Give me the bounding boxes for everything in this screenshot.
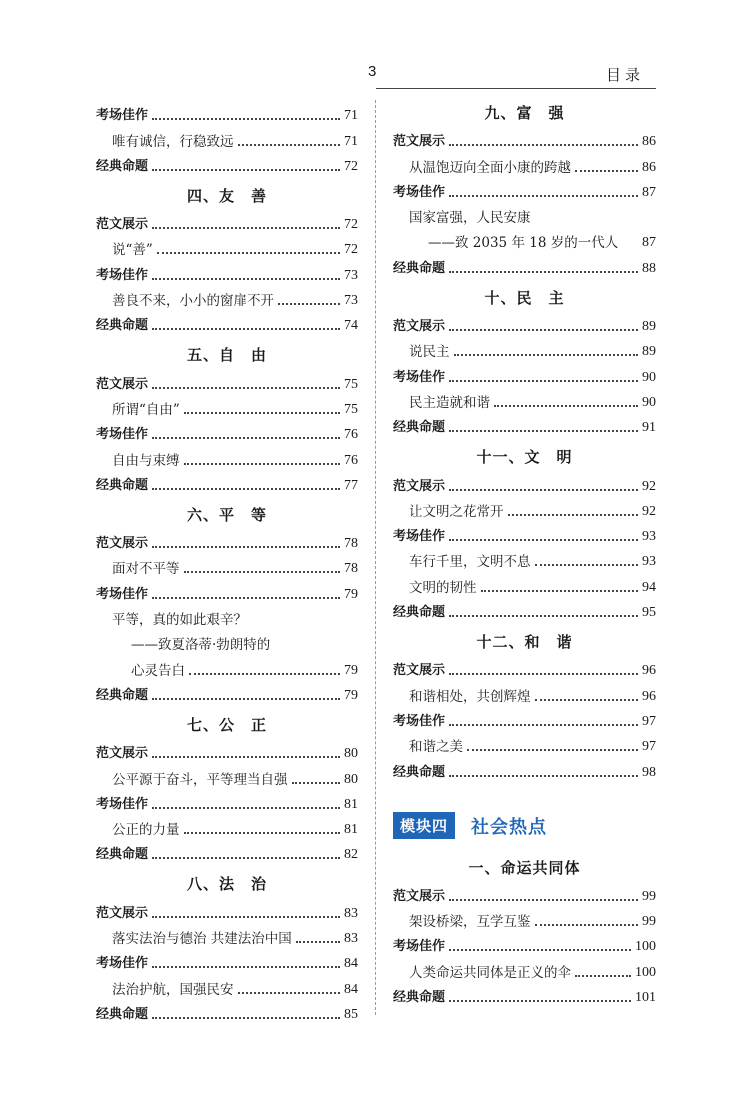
toc-article-entry[interactable] bbox=[96, 443, 358, 468]
entry-page-number: 83 bbox=[344, 905, 358, 921]
toc-category-entry[interactable] bbox=[96, 258, 358, 283]
entry-title: 经典命题 bbox=[393, 420, 446, 436]
entry-page-number: 95 bbox=[642, 605, 656, 621]
entry-page-number: 72 bbox=[344, 217, 358, 233]
leader-dots bbox=[481, 590, 639, 592]
entry-page-number: 100 bbox=[635, 964, 656, 980]
entry-title: 说民主 bbox=[409, 344, 450, 361]
entry-title: 考场佳作 bbox=[96, 956, 149, 972]
entry-title: 范文展示 bbox=[96, 905, 149, 921]
entry-title: 范文展示 bbox=[393, 134, 446, 150]
leader-dots bbox=[449, 724, 638, 726]
toc-article-entry[interactable] bbox=[96, 972, 358, 997]
toc-article-entry[interactable] bbox=[96, 628, 358, 653]
toc-article-entry[interactable] bbox=[393, 150, 656, 175]
leader-dots bbox=[292, 782, 341, 784]
toc-category-entry[interactable] bbox=[393, 755, 656, 780]
leader-dots bbox=[508, 514, 639, 516]
toc-category-entry[interactable] bbox=[96, 838, 358, 863]
entry-title: 经典命题 bbox=[96, 1006, 149, 1022]
entry-page-number: 92 bbox=[642, 478, 656, 494]
entry-page-number: 78 bbox=[344, 561, 358, 577]
leader-dots bbox=[449, 329, 638, 331]
entry-page-number: 76 bbox=[344, 452, 358, 468]
entry-title: ——致夏洛蒂·勃朗特的 bbox=[131, 637, 271, 654]
leader-dots bbox=[535, 699, 639, 701]
entry-page-number: 100 bbox=[635, 939, 656, 955]
toc-category-entry[interactable] bbox=[393, 310, 656, 335]
section-heading: 七、公 正 bbox=[186, 715, 267, 734]
entry-title: 面对不平等 bbox=[112, 561, 180, 578]
entry-title: 经典命题 bbox=[96, 477, 149, 493]
entry-page-number: 92 bbox=[642, 503, 656, 519]
entry-page-number: 98 bbox=[642, 764, 656, 780]
entry-page-number: 73 bbox=[344, 267, 358, 283]
toc-article-entry[interactable] bbox=[393, 730, 656, 755]
toc-category-entry[interactable] bbox=[393, 360, 656, 385]
leader-dots bbox=[152, 698, 340, 700]
entry-page-number: 77 bbox=[344, 477, 358, 493]
entry-page-number: 94 bbox=[642, 579, 656, 595]
toc-category-entry[interactable] bbox=[393, 705, 656, 730]
header-rule bbox=[376, 88, 656, 89]
leader-dots bbox=[449, 195, 638, 197]
entry-page-number: 81 bbox=[344, 796, 358, 812]
column-divider bbox=[375, 100, 376, 1015]
leader-dots bbox=[152, 966, 340, 968]
leader-dots bbox=[467, 749, 638, 751]
toc-category-entry[interactable] bbox=[96, 367, 358, 392]
leader-dots bbox=[152, 328, 340, 330]
entry-page-number: 71 bbox=[344, 133, 358, 149]
section-heading: 十、民 主 bbox=[484, 288, 565, 307]
module-title: 社会热点 bbox=[471, 816, 548, 838]
toc-article-entry[interactable] bbox=[393, 570, 656, 595]
entry-title: 经典命题 bbox=[96, 847, 149, 863]
leader-dots bbox=[575, 975, 631, 977]
toc-category-entry[interactable] bbox=[393, 125, 656, 150]
leader-dots bbox=[152, 437, 340, 439]
entry-title: 范文展示 bbox=[393, 888, 446, 904]
entry-title: 考场佳作 bbox=[96, 108, 149, 124]
section-heading: 十二、和 谐 bbox=[476, 633, 573, 652]
leader-dots bbox=[238, 992, 341, 994]
leader-dots bbox=[449, 1000, 631, 1002]
entry-title: 自由与束缚 bbox=[112, 452, 180, 469]
entry-page-number: 99 bbox=[642, 914, 656, 930]
entry-title: 考场佳作 bbox=[393, 713, 446, 729]
entry-page-number: 87 bbox=[642, 184, 656, 200]
entry-title: 从温饱迈向全面小康的跨越 bbox=[409, 159, 571, 176]
toc-category-entry[interactable] bbox=[96, 577, 358, 602]
entry-title: 范文展示 bbox=[393, 478, 446, 494]
leader-dots bbox=[535, 924, 639, 926]
leader-dots bbox=[152, 488, 340, 490]
entry-page-number: 80 bbox=[344, 771, 358, 787]
header-title: 目录 bbox=[606, 66, 645, 84]
toc-category-entry[interactable] bbox=[393, 469, 656, 494]
entry-title: 唯有诚信，行稳致远 bbox=[112, 133, 234, 150]
entry-page-number: 91 bbox=[642, 420, 656, 436]
entry-page-number: 85 bbox=[344, 1006, 358, 1022]
section-heading: 九、富 强 bbox=[484, 104, 565, 122]
leader-dots bbox=[184, 463, 341, 465]
entry-page-number: 96 bbox=[642, 663, 656, 679]
entry-title: 考场佳作 bbox=[96, 267, 149, 283]
entry-title: ——致 2035 年 18 岁的一代人 bbox=[428, 235, 619, 252]
toc-left-column bbox=[96, 99, 358, 1023]
leader-dots bbox=[278, 303, 340, 305]
entry-page-number: 76 bbox=[344, 427, 358, 443]
entry-title: 公平源于奋斗，平等理当自强 bbox=[112, 771, 288, 788]
entry-page-number: 74 bbox=[344, 318, 358, 334]
entry-title: 经典命题 bbox=[393, 990, 446, 1006]
entry-page-number: 96 bbox=[642, 688, 656, 704]
entry-title: 法治护航，国强民安 bbox=[112, 981, 234, 998]
toc-category-entry[interactable] bbox=[96, 418, 358, 443]
leader-dots bbox=[454, 354, 639, 356]
toc-article-entry[interactable] bbox=[393, 679, 656, 704]
toc-category-entry[interactable] bbox=[393, 596, 656, 621]
toc-category-entry[interactable] bbox=[96, 99, 358, 124]
toc-article-entry[interactable] bbox=[96, 603, 358, 628]
entry-page-number: 75 bbox=[344, 401, 358, 417]
entry-title: 经典命题 bbox=[393, 605, 446, 621]
entry-title: 车行千里，文明不息 bbox=[409, 554, 531, 571]
leader-dots bbox=[494, 405, 638, 407]
toc-category-entry[interactable] bbox=[393, 654, 656, 679]
entry-title: 范文展示 bbox=[393, 663, 446, 679]
entry-title: 考场佳作 bbox=[96, 796, 149, 812]
entry-page-number: 87 bbox=[642, 235, 656, 251]
toc-article-entry[interactable] bbox=[96, 922, 358, 947]
entry-title: 经典命题 bbox=[96, 687, 149, 703]
entry-title: 和谐相处，共创辉煌 bbox=[409, 688, 531, 705]
entry-title: 所谓“自由” bbox=[112, 401, 180, 418]
leader-dots bbox=[449, 430, 638, 432]
entry-page-number: 72 bbox=[344, 242, 358, 258]
entry-title: 考场佳作 bbox=[96, 427, 149, 443]
page-number: 3 bbox=[368, 63, 377, 80]
entry-title: 公正的力量 bbox=[112, 822, 180, 839]
entry-title: 考场佳作 bbox=[393, 939, 446, 955]
leader-dots bbox=[152, 916, 340, 918]
leader-dots bbox=[238, 144, 341, 146]
toc-category-entry[interactable] bbox=[96, 737, 358, 762]
toc-category-entry[interactable] bbox=[96, 998, 358, 1023]
leader-dots bbox=[152, 546, 340, 548]
toc-article-entry[interactable] bbox=[393, 955, 656, 980]
entry-page-number: 97 bbox=[642, 713, 656, 729]
module-badge: 模块四 bbox=[393, 812, 455, 839]
toc-category-entry[interactable] bbox=[393, 520, 656, 545]
entry-page-number: 93 bbox=[642, 554, 656, 570]
leader-dots bbox=[449, 775, 638, 777]
leader-dots bbox=[449, 615, 638, 617]
toc-category-entry[interactable] bbox=[393, 176, 656, 201]
entry-page-number: 93 bbox=[642, 529, 656, 545]
leader-dots bbox=[296, 941, 340, 943]
entry-page-number: 101 bbox=[635, 990, 656, 1006]
leader-dots bbox=[449, 949, 631, 951]
entry-page-number: 81 bbox=[344, 822, 358, 838]
toc-article-entry[interactable] bbox=[96, 552, 358, 577]
leader-dots bbox=[449, 899, 638, 901]
toc-category-entry[interactable] bbox=[393, 930, 656, 955]
section-heading: 十一、文 明 bbox=[476, 448, 573, 467]
toc-category-entry[interactable] bbox=[96, 788, 358, 813]
entry-title: 文明的韧性 bbox=[409, 579, 477, 596]
entry-title: 人类命运共同体是正义的伞 bbox=[409, 964, 571, 981]
leader-dots bbox=[152, 807, 340, 809]
entry-page-number: 89 bbox=[642, 319, 656, 335]
leader-dots bbox=[152, 278, 340, 280]
leader-dots bbox=[449, 673, 638, 675]
entry-page-number: 97 bbox=[642, 739, 656, 755]
toc-category-entry[interactable] bbox=[96, 679, 358, 704]
entry-title: 考场佳作 bbox=[393, 369, 446, 385]
toc-article-entry[interactable] bbox=[393, 201, 656, 226]
entry-page-number: 83 bbox=[344, 931, 358, 947]
entry-page-number: 90 bbox=[642, 369, 656, 385]
leader-dots bbox=[152, 227, 340, 229]
toc-article-entry[interactable] bbox=[96, 284, 358, 309]
leader-dots bbox=[575, 170, 638, 172]
entry-title: 民主造就和谐 bbox=[409, 394, 490, 411]
entry-page-number: 78 bbox=[344, 536, 358, 552]
toc-right-column bbox=[393, 99, 656, 1006]
entry-title: 考场佳作 bbox=[393, 184, 446, 200]
entry-title: 心灵告白 bbox=[131, 662, 185, 679]
leader-dots bbox=[152, 597, 340, 599]
entry-page-number: 71 bbox=[344, 108, 358, 124]
toc-article-entry[interactable] bbox=[393, 226, 656, 251]
toc-article-entry[interactable] bbox=[393, 335, 656, 360]
module-header bbox=[393, 811, 656, 841]
leader-dots bbox=[189, 673, 340, 675]
entry-page-number: 99 bbox=[642, 888, 656, 904]
entry-title: 范文展示 bbox=[96, 217, 149, 233]
entry-title: 平等，真的如此艰辛？ bbox=[112, 612, 247, 629]
leader-dots bbox=[152, 387, 340, 389]
toc-category-entry[interactable] bbox=[96, 947, 358, 972]
leader-dots bbox=[184, 832, 341, 834]
section-heading: 四、友 善 bbox=[186, 186, 267, 205]
toc-category-entry[interactable] bbox=[96, 208, 358, 233]
entry-title: 范文展示 bbox=[96, 376, 149, 392]
entry-title: 落实法治与德治 共建法治中国 bbox=[112, 931, 292, 948]
leader-dots bbox=[449, 489, 638, 491]
toc-category-entry[interactable] bbox=[393, 981, 656, 1006]
toc-article-entry[interactable] bbox=[393, 386, 656, 411]
entry-title: 考场佳作 bbox=[96, 586, 149, 602]
entry-title: 国家富强，人民安康 bbox=[409, 210, 531, 227]
leader-dots bbox=[152, 756, 340, 758]
leader-dots bbox=[449, 271, 638, 273]
leader-dots bbox=[449, 144, 638, 146]
leader-dots bbox=[535, 564, 639, 566]
entry-title: 经典命题 bbox=[393, 764, 446, 780]
toc-article-entry[interactable] bbox=[96, 813, 358, 838]
entry-title: 说“善” bbox=[112, 242, 153, 259]
entry-page-number: 90 bbox=[642, 394, 656, 410]
leader-dots bbox=[152, 118, 340, 120]
entry-title: 和谐之美 bbox=[409, 739, 463, 756]
entry-page-number: 86 bbox=[642, 134, 656, 150]
leader-dots bbox=[157, 252, 340, 254]
toc-article-entry[interactable] bbox=[393, 495, 656, 520]
leader-dots bbox=[449, 380, 638, 382]
leader-dots bbox=[184, 412, 340, 414]
leader-dots bbox=[152, 169, 340, 171]
entry-page-number: 79 bbox=[344, 662, 358, 678]
section-heading: 五、自 由 bbox=[186, 346, 267, 365]
toc-article-entry[interactable] bbox=[96, 653, 358, 678]
toc-article-entry[interactable] bbox=[393, 905, 656, 930]
toc-article-entry[interactable] bbox=[96, 124, 358, 149]
toc-category-entry[interactable] bbox=[96, 896, 358, 921]
entry-page-number: 73 bbox=[344, 293, 358, 309]
entry-page-number: 82 bbox=[344, 847, 358, 863]
section-heading: 八、法 治 bbox=[186, 875, 267, 894]
leader-dots bbox=[449, 539, 638, 541]
toc-article-entry[interactable] bbox=[96, 762, 358, 787]
toc-category-entry[interactable] bbox=[96, 150, 358, 175]
toc-category-entry[interactable] bbox=[96, 469, 358, 494]
entry-page-number: 72 bbox=[344, 158, 358, 174]
toc-category-entry[interactable] bbox=[393, 411, 656, 436]
entry-title: 经典命题 bbox=[393, 260, 446, 276]
entry-title: 经典命题 bbox=[96, 318, 149, 334]
entry-page-number: 88 bbox=[642, 260, 656, 276]
entry-page-number: 86 bbox=[642, 159, 656, 175]
entry-title: 经典命题 bbox=[96, 158, 149, 174]
toc-article-entry[interactable] bbox=[96, 233, 358, 258]
entry-page-number: 84 bbox=[344, 981, 358, 997]
section-heading: 一、命运共同体 bbox=[468, 858, 581, 877]
entry-page-number: 75 bbox=[344, 376, 358, 392]
toc-article-entry[interactable] bbox=[96, 393, 358, 418]
entry-title: 范文展示 bbox=[96, 746, 149, 762]
entry-page-number: 79 bbox=[344, 586, 358, 602]
entry-title: 范文展示 bbox=[96, 536, 149, 552]
toc-article-entry[interactable] bbox=[393, 545, 656, 570]
entry-title: 让文明之花常开 bbox=[409, 503, 504, 520]
toc-category-entry[interactable] bbox=[393, 251, 656, 276]
toc-category-entry[interactable] bbox=[96, 527, 358, 552]
leader-dots bbox=[184, 571, 341, 573]
entry-page-number: 84 bbox=[344, 956, 358, 972]
entry-title: 考场佳作 bbox=[393, 529, 446, 545]
leader-dots bbox=[152, 1017, 340, 1019]
leader-dots bbox=[152, 857, 340, 859]
entry-page-number: 80 bbox=[344, 746, 358, 762]
section-heading: 六、平 等 bbox=[186, 505, 267, 524]
entry-title: 善良不来，小小的窗扉不开 bbox=[112, 293, 274, 310]
entry-page-number: 89 bbox=[642, 344, 656, 360]
entry-page-number: 79 bbox=[344, 687, 358, 703]
entry-title: 范文展示 bbox=[393, 319, 446, 335]
entry-title: 架设桥梁，互学互鉴 bbox=[409, 914, 531, 931]
toc-category-entry[interactable] bbox=[393, 880, 656, 905]
toc-category-entry[interactable] bbox=[96, 309, 358, 334]
